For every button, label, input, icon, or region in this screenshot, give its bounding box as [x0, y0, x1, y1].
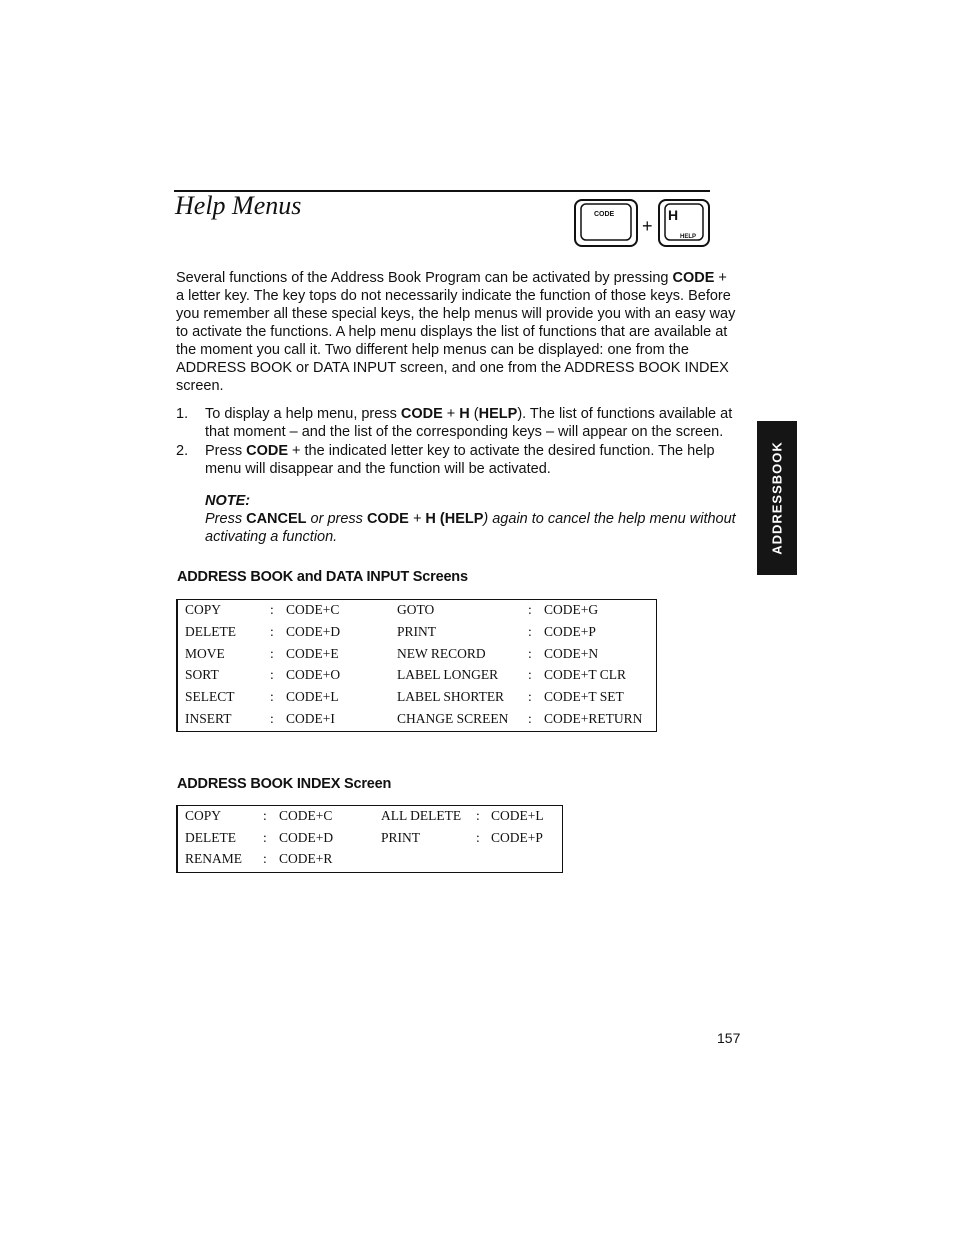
function-name: PRINT — [397, 623, 437, 639]
key-combo: CODE+N — [544, 645, 599, 661]
help-key-label: HELP — [680, 234, 697, 240]
key-combo: CODE+G — [544, 602, 599, 617]
text-run: ). The list of functions available at that moment – and the list of the corresponding keys – will appear on the screen. — [205, 406, 733, 440]
step-item — [176, 442, 736, 478]
text-run: CODE — [672, 270, 715, 286]
separator: : — [528, 689, 532, 705]
function-name: DELETE — [185, 623, 236, 639]
text-run: + a letter key. The key tops do not necessarily indicate the function of those keys. Before you remember all these special keys, the help menus will provide you with an easy way to activate the functions. A help menu displays the list of functions that are available at the moment you call it. Two different help menus can be displayed: one from the ADDRESS BOOK or DATA INPUT screen, and one from the ADDRESS BOOK INDEX screen. — [176, 270, 736, 394]
side-tab-label: ADDRESSBOOK — [769, 441, 785, 555]
separator: : — [476, 829, 480, 845]
function-name: DELETE — [185, 829, 236, 845]
separator: : — [528, 711, 532, 726]
separator: : — [270, 645, 274, 661]
text-run: H (HELP — [425, 511, 484, 527]
code-key-label: CODE — [594, 211, 615, 218]
function-name: CHANGE SCREEN — [397, 711, 509, 726]
key-combo: CODE+T SET — [544, 689, 624, 705]
text-run: CODE — [400, 406, 443, 422]
step-item — [176, 405, 736, 441]
commands-table-address-book — [176, 599, 657, 732]
key-combo: CODE+C — [286, 602, 340, 617]
function-name: COPY — [185, 602, 222, 617]
text-run: CODE — [246, 443, 288, 459]
h-help-key-icon — [659, 200, 709, 246]
function-name: GOTO — [397, 602, 435, 617]
text-run: HELP — [478, 406, 518, 422]
separator: : — [528, 623, 532, 639]
separator: : — [270, 667, 274, 683]
step-text — [205, 443, 715, 477]
function-name: INSERT — [185, 711, 232, 726]
command-row — [178, 709, 656, 729]
text-run: or press — [306, 511, 367, 527]
text-run: CODE — [366, 511, 409, 527]
command-row — [178, 687, 656, 707]
key-combo: CODE+O — [286, 667, 341, 683]
addressbook-side-tab — [757, 421, 797, 575]
text-run: + — [408, 511, 426, 527]
text-run: + — [442, 406, 460, 422]
function-name: SORT — [185, 667, 219, 683]
function-name: LABEL SHORTER — [397, 689, 505, 705]
command-row — [178, 665, 656, 685]
key-combo: CODE+E — [286, 645, 339, 661]
plus-sign: + — [642, 216, 653, 236]
key-combo: CODE+R — [279, 851, 333, 866]
step-text — [205, 406, 732, 440]
command-row — [178, 622, 656, 642]
key-combo: CODE+RETURN — [544, 711, 643, 726]
section-heading-address-book: ADDRESS BOOK and DATA INPUT Screens — [177, 569, 468, 585]
command-row — [178, 806, 562, 826]
section-heading-index: ADDRESS BOOK INDEX Screen — [177, 776, 392, 792]
page-title: Help Menus — [175, 191, 302, 220]
key-combo: CODE+D — [286, 623, 341, 639]
commands-table-index — [176, 805, 563, 873]
separator: : — [270, 602, 274, 617]
key-combo: CODE+P — [491, 829, 543, 845]
command-row — [178, 828, 562, 848]
text-run: ) again to cancel the help menu without activating a function. — [205, 511, 736, 545]
key-combo: CODE+T CLR — [544, 667, 626, 683]
key-combo: CODE+C — [279, 808, 333, 823]
separator: : — [476, 808, 480, 823]
text-run: + the indicated letter key to activate the desired function. The help menu will disappear and the function will be activated. — [205, 443, 715, 477]
text-run: H — [459, 406, 470, 422]
text-run: Press — [205, 443, 247, 459]
code-plus-h-keys — [572, 198, 712, 250]
code-key-icon — [575, 200, 637, 246]
function-name: ALL DELETE — [381, 808, 462, 823]
function-name: SELECT — [185, 689, 235, 705]
page-number: 157 — [717, 1030, 741, 1046]
function-name: LABEL LONGER — [397, 667, 499, 683]
step-number: 2. — [176, 443, 189, 459]
separator: : — [270, 689, 274, 705]
key-combo: CODE+P — [544, 623, 596, 639]
key-combo: CODE+D — [279, 829, 334, 845]
text-run: To display a help menu, press — [205, 406, 401, 422]
steps-list — [176, 405, 736, 546]
separator: : — [528, 645, 532, 661]
separator: : — [528, 602, 532, 617]
note-title: NOTE: — [205, 493, 251, 509]
intro-paragraph — [176, 269, 736, 395]
text-run: ( — [469, 406, 479, 422]
step-number: 1. — [176, 406, 189, 422]
function-name: COPY — [185, 808, 222, 823]
key-combo: CODE+L — [491, 808, 544, 823]
note-block — [205, 492, 736, 546]
text-run: Several functions of the Address Book Program can be activated by pressing — [176, 270, 673, 286]
key-combo: CODE+L — [286, 689, 339, 705]
function-name: MOVE — [185, 645, 225, 661]
command-row — [178, 600, 656, 620]
separator: : — [263, 851, 267, 866]
function-name: RENAME — [185, 851, 242, 866]
h-key-label: H — [668, 207, 679, 223]
function-name: PRINT — [381, 829, 421, 845]
separator: : — [263, 808, 267, 823]
function-name: NEW RECORD — [397, 645, 486, 661]
separator: : — [528, 667, 532, 683]
command-row — [178, 644, 656, 664]
note-text — [205, 511, 736, 545]
key-combo: CODE+I — [286, 711, 335, 726]
separator: : — [270, 711, 274, 726]
command-row — [178, 849, 562, 869]
separator: : — [263, 829, 267, 845]
text-run: CANCEL — [246, 511, 307, 527]
separator: : — [270, 623, 274, 639]
text-run: Press — [205, 511, 247, 527]
